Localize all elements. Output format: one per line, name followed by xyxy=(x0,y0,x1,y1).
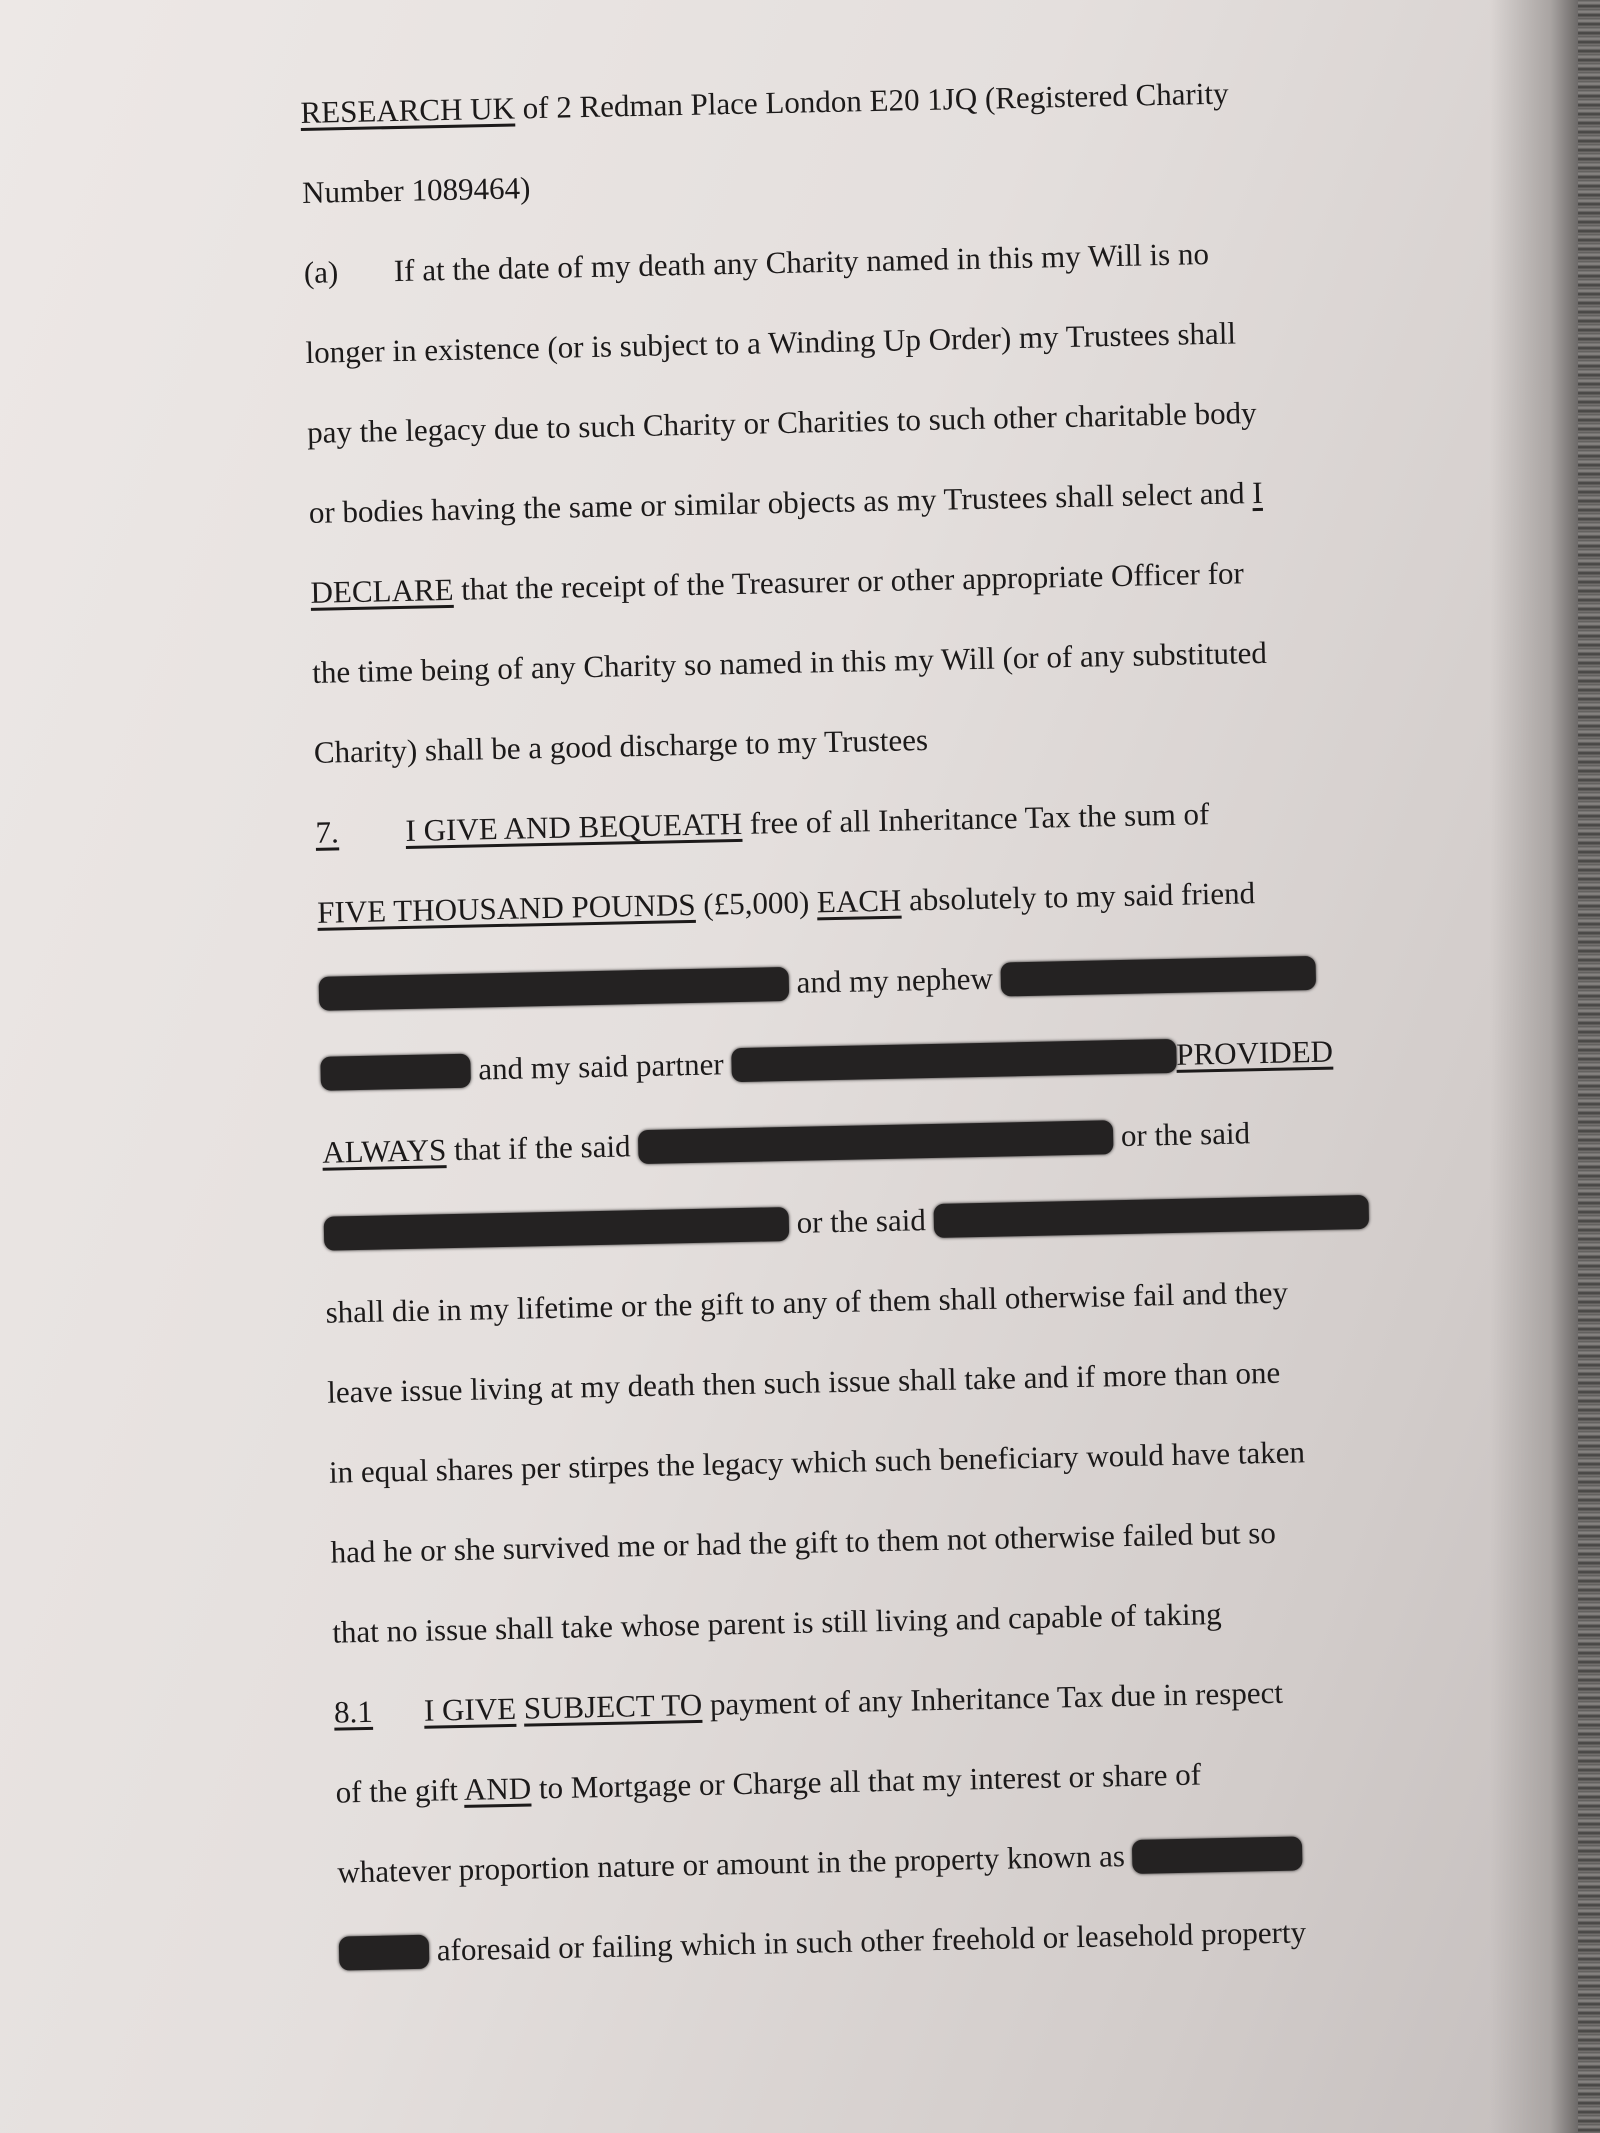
will-document-page xyxy=(300,65,1430,2007)
doc-line-12: and my nephew xyxy=(318,945,1409,1048)
doc-line-14: ALWAYS that if the said or the said xyxy=(321,1115,1251,1170)
clause-number: 8.1 xyxy=(333,1693,374,1730)
doc-line-8: the time being of any Charity so named in this my Will (or of any substituted xyxy=(311,634,1268,690)
redacted-address-2 xyxy=(339,1935,430,1971)
doc-line-9: Charity) shall be a good discharge to my Trustees xyxy=(313,721,929,770)
redacted-name-2 xyxy=(1000,956,1316,997)
clause-number: 7. xyxy=(315,814,340,850)
doc-line-7: DECLARE that the receipt of the Treasurer or other appropriate Officer for xyxy=(310,555,1245,610)
redacted-name-7 xyxy=(933,1195,1369,1238)
page-stack-edge xyxy=(1578,0,1600,2133)
clause-8-1-heading: 8.1 I GIVE SUBJECT TO payment of any Inheritance Tax due in respect xyxy=(334,1665,1425,1768)
doc-line-17: leave issue living at my death then such issue shall take and if more than one xyxy=(326,1354,1281,1410)
doc-line-24: aforesaid or failing which in such other freehold or leasehold property xyxy=(339,1905,1430,2008)
charity-name: RESEARCH UK xyxy=(300,90,516,130)
doc-line-15: or the said xyxy=(323,1185,1414,1288)
doc-line-11: FIVE THOUSAND POUNDS (£5,000) EACH absolutely to my said friend xyxy=(316,875,1256,930)
clause-7-heading: 7. I GIVE AND BEQUEATH free of all Inheritance Tax the sum of xyxy=(315,785,1406,888)
doc-line-22: of the gift AND to Mortgage or Charge all that my interest or share of xyxy=(335,1756,1202,1810)
redacted-name-3 xyxy=(320,1054,471,1091)
doc-line-5: pay the legacy due to such Charity or Charities to such other charitable body xyxy=(306,395,1257,450)
doc-line-23: whatever proportion nature or amount in the property known as xyxy=(337,1825,1428,1928)
redacted-address-1 xyxy=(1132,1836,1303,1874)
doc-line-13: and my said partner PROVIDED xyxy=(320,1025,1411,1128)
doc-line-19: had he or she survived me or had the gift to them not otherwise failed but so xyxy=(330,1514,1277,1570)
doc-line-1: RESEARCH UK of 2 Redman Place London E20 1JQ (Registered Charity xyxy=(300,75,1229,130)
redacted-name-6 xyxy=(324,1207,790,1251)
doc-line-18: in equal shares per stirpes the legacy which such beneficiary would have taken xyxy=(328,1434,1306,1490)
doc-line-4: longer in existence (or is subject to a Winding Up Order) my Trustees shall xyxy=(305,315,1237,370)
doc-line-6: or bodies having the same or similar objects as my Trustees shall select and I xyxy=(308,474,1263,530)
declare-keyword: DECLARE xyxy=(310,571,454,610)
redacted-name-5 xyxy=(638,1120,1114,1164)
redacted-name-1 xyxy=(319,967,790,1011)
redacted-name-4 xyxy=(731,1039,1177,1082)
doc-line-20: that no issue shall take whose parent is still living and capable of taking xyxy=(331,1596,1222,1650)
doc-line-16: shall die in my lifetime or the gift to any of them shall otherwise fail and they xyxy=(325,1274,1289,1330)
doc-line-2: Number 1089464) xyxy=(301,170,531,210)
doc-line-3: (a) If at the date of my death any Charity named in this my Will is no xyxy=(303,225,1394,328)
clause-a-label: (a) xyxy=(303,254,339,290)
